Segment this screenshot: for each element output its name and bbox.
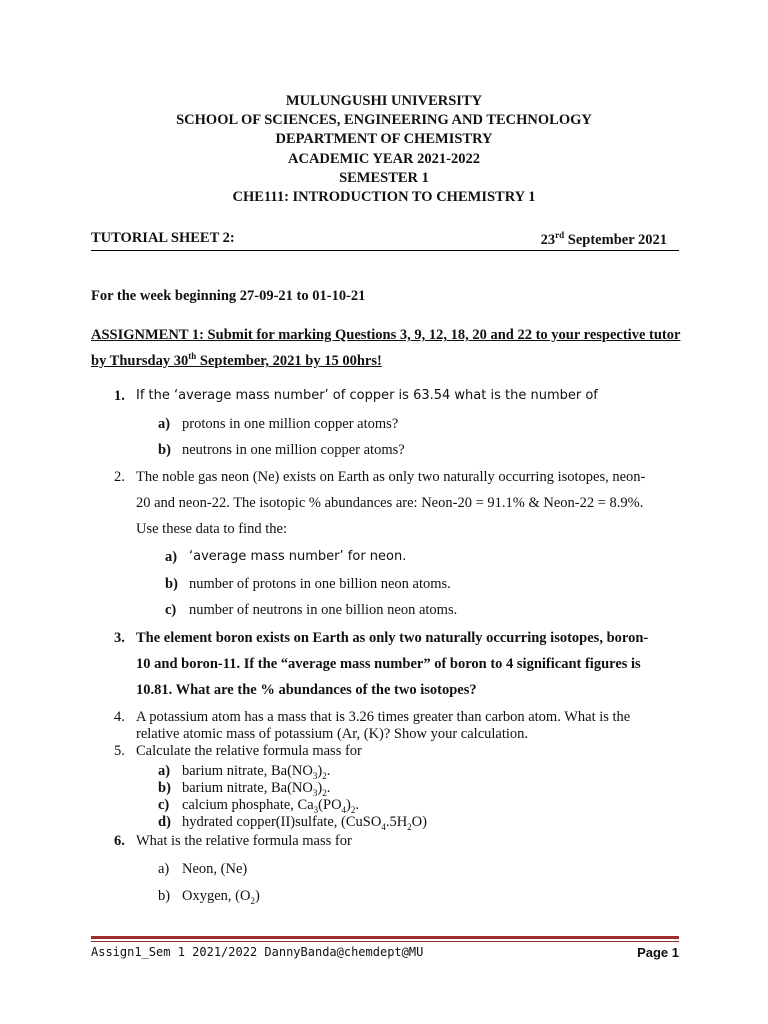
footer-document-id: Assign1_Sem 1 2021/2022 DannyBanda@chemdept@MU (91, 945, 424, 959)
part-label: b) (158, 888, 171, 904)
tutorial-sheet-title: TUTORIAL SHEET 2: (91, 230, 235, 246)
academic-year: ACADEMIC YEAR 2021-2022 (288, 150, 480, 167)
document-header (0, 92, 768, 207)
assignment-sup: th (188, 351, 197, 362)
header-divider (91, 250, 679, 251)
question-text: What is the relative formula mass for (136, 833, 352, 849)
date-rest: September 2021 (564, 231, 667, 248)
part-text: ‘average mass number’ for neon. (189, 549, 407, 564)
part-text: calcium phosphate, $Ca_3(PO_4)_2$. (182, 797, 360, 815)
question-text: If the ‘average mass number’ of copper is 63.54 what is the number of (136, 388, 598, 403)
week-line: For the week beginning 27-09-21 to 01-10-21 (91, 288, 366, 304)
tutorial-sheet-date (541, 230, 667, 249)
question-number: 1. (114, 388, 125, 404)
question-line: The element boron exists on Earth as only two naturally occurring isotopes, boron- (136, 630, 649, 646)
part-text: barium nitrate, $Ba(NO_3)_2$. (182, 763, 331, 781)
footer-divider-thin (91, 941, 679, 942)
footer-divider-thick (91, 936, 679, 939)
question-line: relative atomic mass of potassium (Ar, (K)? Show your calculation. (136, 726, 529, 742)
question-line: 10 and boron-11. If the “average mass number” of boron to 4 significant figures is (136, 656, 641, 672)
part-label: b) (158, 442, 171, 458)
part-text: Oxygen, $(O_2)$ (182, 888, 260, 906)
part-label: a) (158, 416, 171, 432)
question-line: 10.81. What are the % abundances of the two isotopes? (136, 682, 477, 698)
question-text (136, 625, 648, 703)
part-label: a) (158, 861, 170, 877)
page-number: Page 1 (637, 945, 679, 960)
course-title: CHE111: INTRODUCTION TO CHEMISTRY 1 (232, 189, 536, 206)
question-line: The noble gas neon (Ne) exists on Earth as only two naturally occurring isotopes, neon- (136, 469, 646, 485)
part-text: barium nitrate, $Ba(NO_3)_2$. (182, 780, 331, 798)
question-number: 5. (114, 743, 125, 759)
assignment-text-1: ASSIGNMENT 1: Submit for marking Questions 3, 9, 12, 18, 20 and 22 to your respective tutor by Thursday 30 (91, 327, 681, 369)
assignment-text-2: September, 2021 by 15 00hrs! (196, 353, 382, 369)
department-name: DEPARTMENT OF CHEMISTRY (275, 131, 493, 148)
part-label: b) (165, 576, 178, 592)
university-name: MULUNGUSHI UNIVERSITY (285, 93, 483, 109)
question-text (136, 464, 645, 542)
date-day: 23 (540, 231, 556, 248)
part-text: number of protons in one billion neon atoms. (189, 576, 451, 592)
question-line: Use these data to find the: (136, 521, 287, 537)
part-label: d) (158, 814, 171, 830)
part-text: Neon, (Ne) (182, 861, 248, 877)
part-label: b) (158, 780, 171, 796)
question-text (136, 709, 630, 743)
school-name: SCHOOL OF SCIENCES, ENGINEERING AND TECHNOLOGY (176, 112, 592, 129)
question-line: 20 and neon-22. The isotopic % abundances are: Neon-20 = 91.1% & Neon-22 = 8.9%. (136, 495, 644, 511)
part-label: a) (158, 763, 171, 779)
part-label: c) (158, 797, 170, 813)
part-label: a) (165, 549, 178, 565)
semester: SEMESTER 1 (339, 169, 429, 186)
part-text: protons in one million copper atoms? (182, 416, 399, 432)
question-number: 4. (114, 709, 125, 725)
assignment-instructions (91, 322, 681, 374)
question-line: A potassium atom has a mass that is 3.26 times greater than carbon atom. What is the (136, 709, 631, 725)
tutorial-sheet-row (91, 226, 667, 248)
question-text: Calculate the relative formula mass for (136, 743, 362, 759)
question-number: 3. (114, 630, 125, 646)
part-label: c) (165, 602, 177, 618)
date-suffix: rd (555, 230, 565, 240)
part-text: hydrated copper(II)sulfate, $(CuSO_4.5H_2O)$ (182, 814, 427, 832)
part-text: number of neutrons in one billion neon atoms. (189, 602, 458, 618)
part-text: neutrons in one million copper atoms? (182, 442, 405, 458)
question-number: 2. (114, 469, 125, 485)
question-number: 6. (114, 833, 125, 849)
